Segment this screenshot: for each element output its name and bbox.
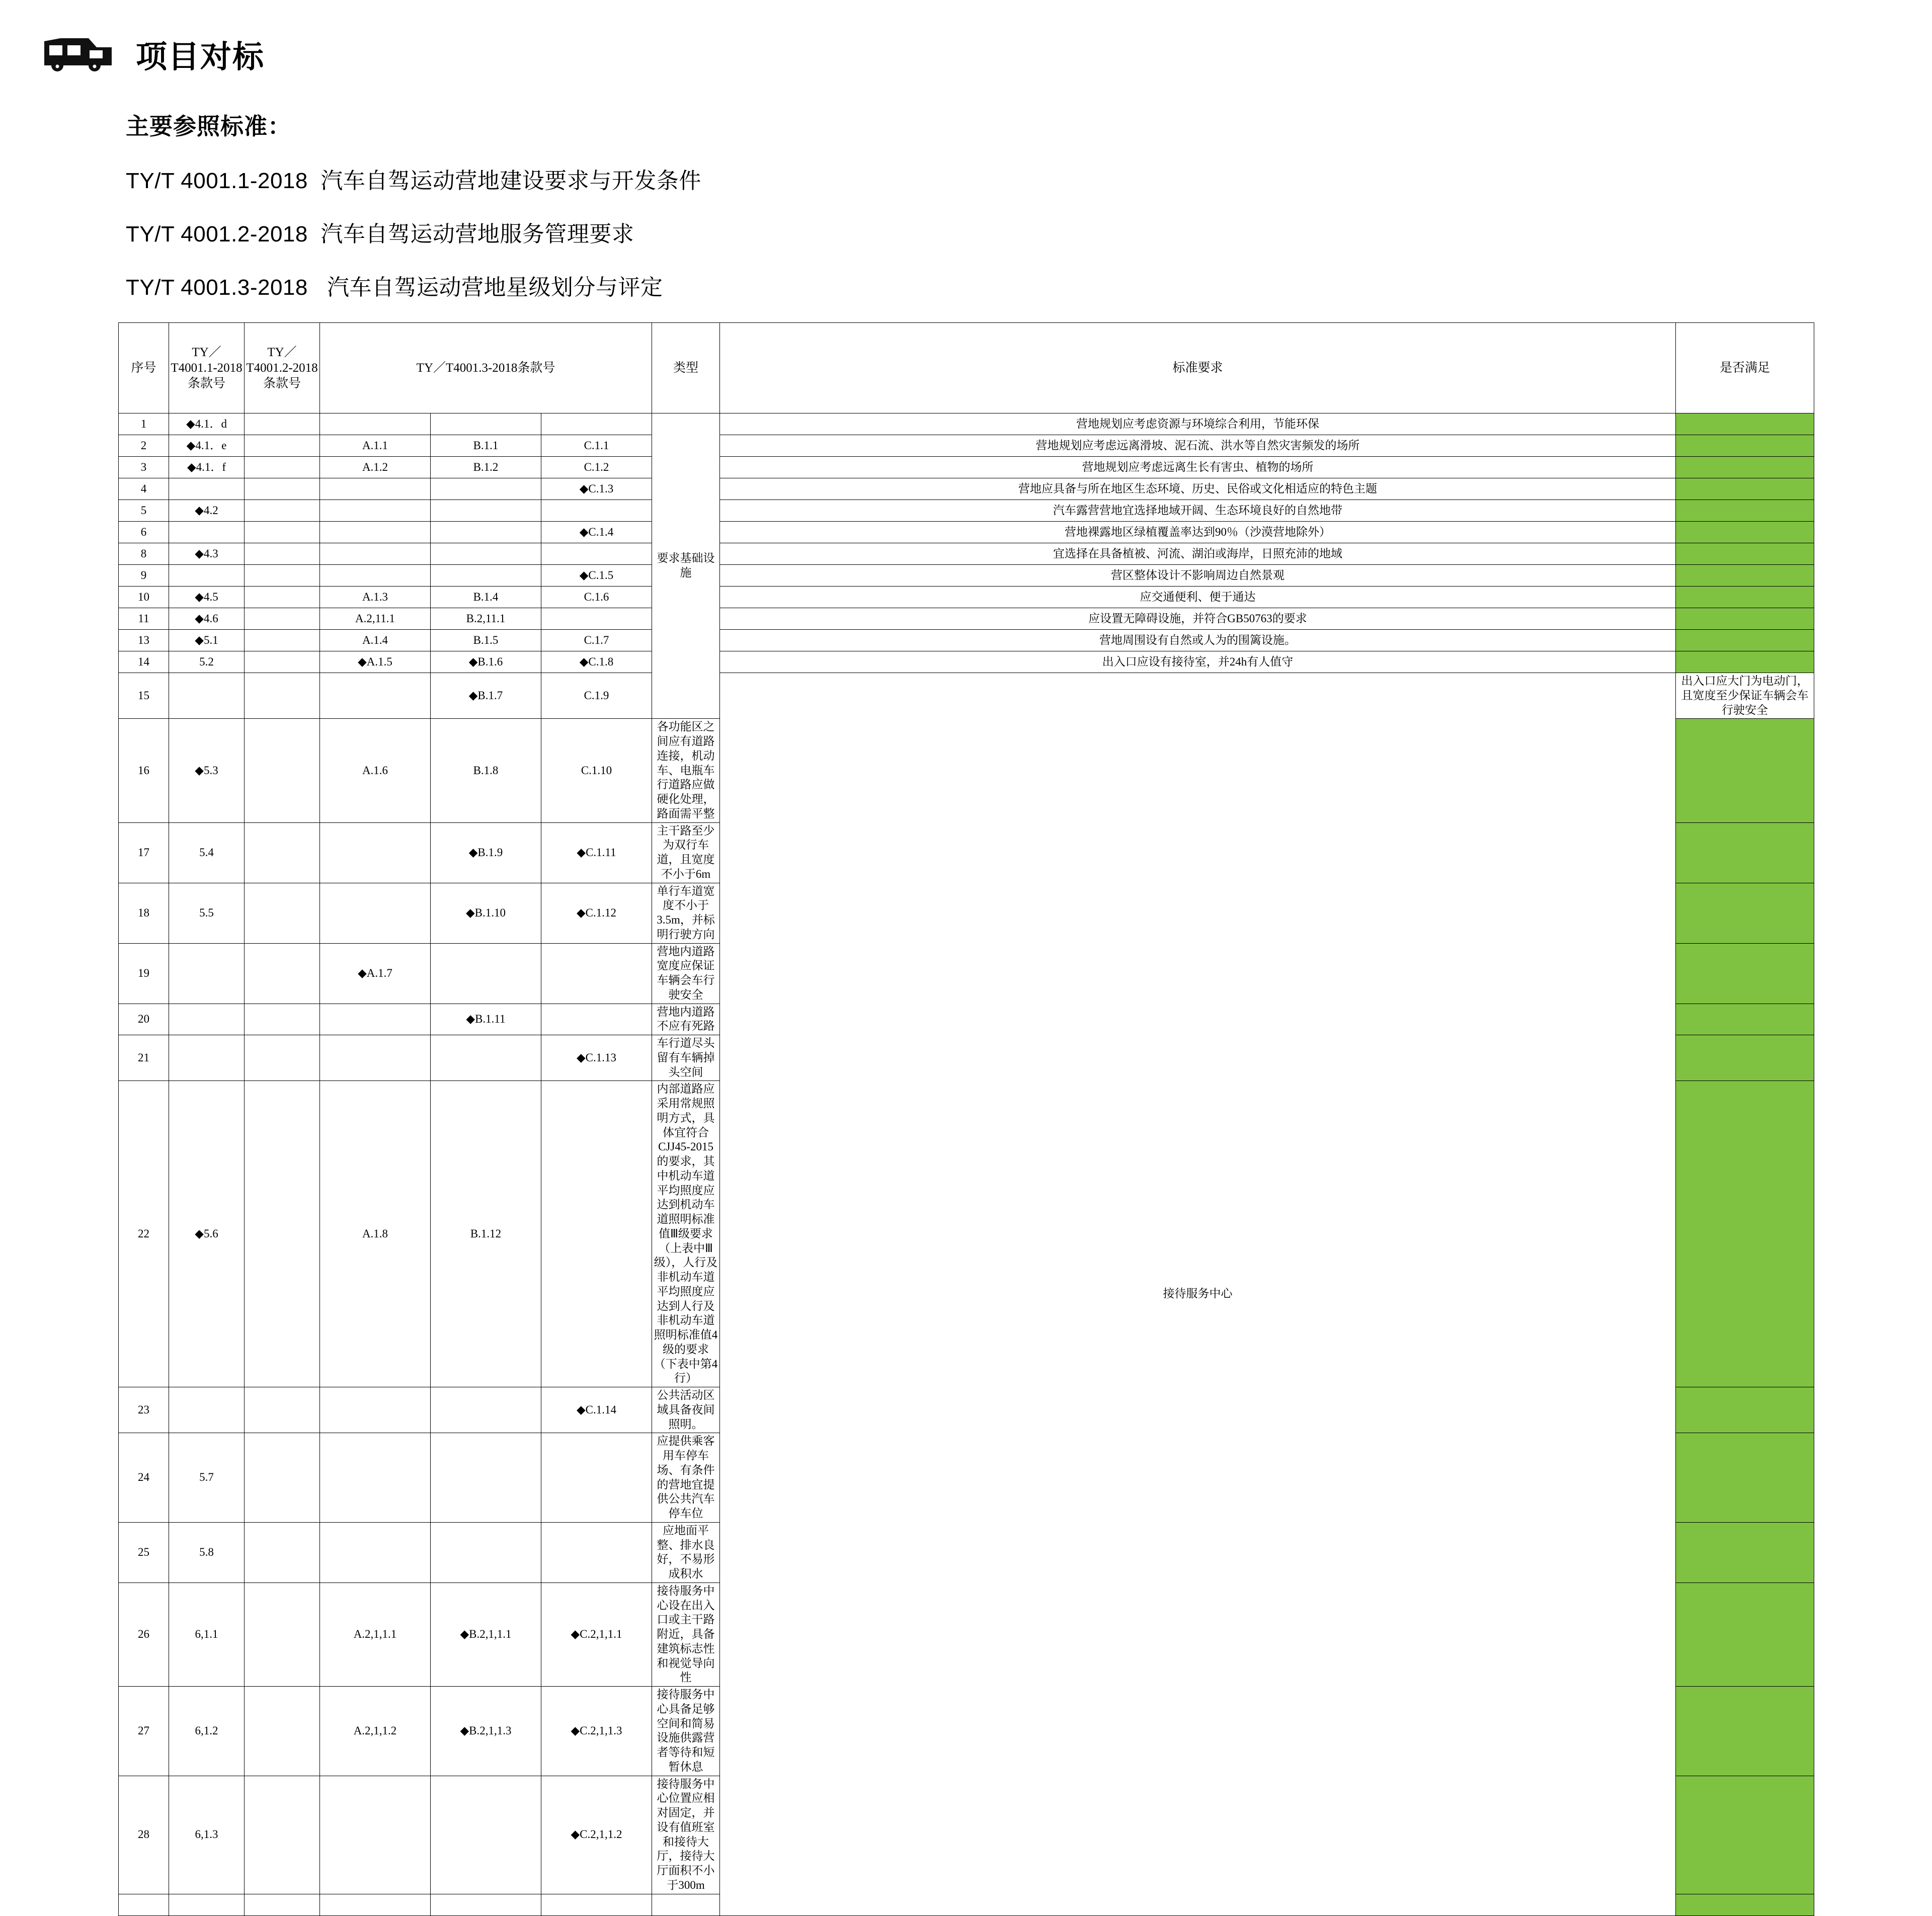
cell-c: [541, 543, 652, 565]
table-row: [119, 478, 1814, 500]
cell-c: [541, 1081, 652, 1387]
cell-b: [431, 1035, 541, 1081]
cell-ty2: [245, 608, 320, 630]
cell-ty2: [245, 1582, 320, 1686]
cell-no: 9: [119, 565, 169, 587]
cell-ty2: [245, 1894, 320, 1915]
cell-c: C.1.7: [541, 630, 652, 651]
cell-requirement: 营地内道路宽度应保证车辆会车行驶安全: [652, 943, 720, 1004]
cell-no: 16: [119, 719, 169, 822]
cell-requirement: 宜选择在具备植被、河流、湖泊或海岸，日照充沛的地域: [720, 543, 1676, 565]
cell-requirement: 各功能区之间应有道路连接，机动车、电瓶车行道路应做硬化处理，路面需平整: [652, 719, 720, 822]
cell-ty2: [245, 1522, 320, 1582]
table-row: [119, 608, 1814, 630]
cell-no: [119, 1894, 169, 1915]
cell-no: 27: [119, 1687, 169, 1776]
table-row: [119, 630, 1814, 651]
cell-no: 3: [119, 457, 169, 478]
cell-c: C.1.6: [541, 587, 652, 608]
cell-c: C.1.9: [541, 673, 652, 719]
cell-a: [320, 522, 431, 543]
cell-requirement: 汽车露营营地宜选择地域开阔、生态环境良好的自然地带: [720, 500, 1676, 522]
cell-satisfied: [1676, 822, 1814, 883]
cell-ty1: 5.2: [169, 651, 245, 673]
cell-ty1: ◆5.6: [169, 1081, 245, 1387]
cell-ty1: 5.4: [169, 822, 245, 883]
cell-c: C.1.1: [541, 435, 652, 457]
cell-a: [320, 1522, 431, 1582]
cell-c: C.1.2: [541, 457, 652, 478]
comparison-table-wrapper: [118, 322, 1814, 1916]
cell-b: ◆B.1.11: [431, 1004, 541, 1035]
cell-c: ◆C.2,1,1.1: [541, 1582, 652, 1686]
cell-a: ◆A.1.7: [320, 943, 431, 1004]
cell-satisfied: [1676, 565, 1814, 587]
cell-a: [320, 1894, 431, 1915]
cell-requirement: 主干路至少为双行车道，且宽度不小于6m: [652, 822, 720, 883]
cell-ty2: [245, 1387, 320, 1433]
cell-a: A.1.8: [320, 1081, 431, 1387]
col-header-ty1: TY／T4001.1-2018条款号: [169, 323, 245, 413]
cell-satisfied: [1676, 1522, 1814, 1582]
cell-a: A.1.3: [320, 587, 431, 608]
cell-satisfied: [1676, 457, 1814, 478]
cell-ty2: [245, 1433, 320, 1523]
cell-no: 23: [119, 1387, 169, 1433]
cell-type-group-2: 接待服务中心: [720, 673, 1676, 1916]
cell-c: [541, 1522, 652, 1582]
cell-satisfied: [1676, 1433, 1814, 1523]
cell-ty1: ◆4.1．e: [169, 435, 245, 457]
cell-ty2: [245, 943, 320, 1004]
cell-requirement: 接待服务中心具备足够空间和简易设施供露营者等待和短暂休息: [652, 1687, 720, 1776]
table-row: [119, 413, 1814, 435]
cell-a: ◆A.1.5: [320, 651, 431, 673]
cell-ty1: [169, 565, 245, 587]
col-header-ty3: TY／T4001.3-2018条款号: [320, 323, 652, 413]
cell-a: A.1.6: [320, 719, 431, 822]
cell-c: ◆C.1.3: [541, 478, 652, 500]
cell-ty2: [245, 435, 320, 457]
cell-requirement: 接待服务中心设在出入口或主干路附近，具备建筑标志性和视觉导向性: [652, 1582, 720, 1686]
cell-c: ◆C.1.14: [541, 1387, 652, 1433]
cell-ty2: [245, 1081, 320, 1387]
cell-a: [320, 543, 431, 565]
cell-ty1: [169, 943, 245, 1004]
cell-ty2: [245, 457, 320, 478]
cell-satisfied: [1676, 1035, 1814, 1081]
cell-ty2: [245, 543, 320, 565]
cell-c: ◆C.2,1,1.3: [541, 1687, 652, 1776]
cell-no: 17: [119, 822, 169, 883]
cell-no: 19: [119, 943, 169, 1004]
cell-requirement: 出入口应大门为电动门，且宽度至少保证车辆会车行驶安全: [1676, 673, 1814, 719]
cell-b: [431, 1894, 541, 1915]
cell-satisfied: [1676, 719, 1814, 822]
cell-ty1: [169, 673, 245, 719]
cell-satisfied: [1676, 651, 1814, 673]
cell-c: ◆C.2,1,1.2: [541, 1776, 652, 1894]
standard-item-3: TY/T 4001.3-2018 汽车自驾运动营地星级划分与评定: [126, 275, 663, 300]
cell-satisfied: [1676, 1894, 1814, 1915]
cell-c: [541, 608, 652, 630]
cell-requirement: 营地应具备与所在地区生态环境、历史、民俗或文化相适应的特色主题: [720, 478, 1676, 500]
cell-ty1: [169, 478, 245, 500]
cell-ty1: [169, 522, 245, 543]
cell-a: A.1.2: [320, 457, 431, 478]
cell-a: [320, 1004, 431, 1035]
cell-a: A.1.4: [320, 630, 431, 651]
rv-camper-icon: [40, 30, 116, 78]
cell-ty2: [245, 883, 320, 943]
comparison-table: [118, 322, 1814, 1916]
cell-b: [431, 943, 541, 1004]
cell-b: B.1.12: [431, 1081, 541, 1387]
cell-c: [541, 1894, 652, 1915]
cell-requirement: 应地面平整、排水良好，不易形成积水: [652, 1522, 720, 1582]
cell-a: A.2,1,1.1: [320, 1582, 431, 1686]
cell-satisfied: [1676, 500, 1814, 522]
cell-satisfied: [1676, 943, 1814, 1004]
cell-satisfied: [1676, 1004, 1814, 1035]
cell-ty2: [245, 673, 320, 719]
cell-ty1: 6,1.2: [169, 1687, 245, 1776]
cell-satisfied: [1676, 630, 1814, 651]
cell-b: B.1.5: [431, 630, 541, 651]
cell-no: 25: [119, 1522, 169, 1582]
cell-ty2: [245, 719, 320, 822]
cell-a: [320, 673, 431, 719]
cell-ty1: 5.5: [169, 883, 245, 943]
cell-ty2: [245, 630, 320, 651]
cell-c: ◆C.1.13: [541, 1035, 652, 1081]
cell-no: 8: [119, 543, 169, 565]
cell-b: [431, 1776, 541, 1894]
cell-b: ◆B.2,1,1.1: [431, 1582, 541, 1686]
cell-ty2: [245, 822, 320, 883]
cell-requirement: [652, 1894, 720, 1915]
cell-no: 11: [119, 608, 169, 630]
cell-requirement: 出入口应设有接待室，并24h有人值守: [720, 651, 1676, 673]
cell-ty1: [169, 1035, 245, 1081]
cell-ty2: [245, 500, 320, 522]
cell-a: [320, 1433, 431, 1523]
cell-a: [320, 500, 431, 522]
cell-b: [431, 413, 541, 435]
cell-b: ◆B.1.9: [431, 822, 541, 883]
table-row: [119, 651, 1814, 673]
cell-satisfied: [1676, 522, 1814, 543]
cell-a: [320, 478, 431, 500]
cell-ty2: [245, 587, 320, 608]
cell-c: ◆C.1.8: [541, 651, 652, 673]
cell-ty2: [245, 1004, 320, 1035]
cell-ty1: ◆5.3: [169, 719, 245, 822]
cell-requirement: 单行车道宽度不小于3.5m，并标明行驶方向: [652, 883, 720, 943]
cell-ty2: [245, 651, 320, 673]
cell-c: [541, 413, 652, 435]
cell-satisfied: [1676, 1387, 1814, 1433]
cell-no: 28: [119, 1776, 169, 1894]
cell-b: B.1.2: [431, 457, 541, 478]
standard-item-2: TY/T 4001.2-2018 汽车自驾运动营地服务管理要求: [126, 222, 634, 246]
cell-requirement: 营地裸露地区绿植覆盖率达到90％（沙漠营地除外）: [720, 522, 1676, 543]
cell-ty1: ◆4.5: [169, 587, 245, 608]
cell-b: [431, 522, 541, 543]
table-row: [119, 587, 1814, 608]
col-header-ty2: TY／T4001.2-2018条款号: [245, 323, 320, 413]
cell-ty2: [245, 565, 320, 587]
cell-ty1: [169, 1387, 245, 1433]
cell-ty2: [245, 478, 320, 500]
cell-satisfied: [1676, 413, 1814, 435]
cell-ty1: 5.7: [169, 1433, 245, 1523]
table-row: [119, 673, 1814, 719]
cell-ty2: [245, 1776, 320, 1894]
cell-no: 14: [119, 651, 169, 673]
cell-no: 1: [119, 413, 169, 435]
cell-requirement: 营地规划应考虑远离滑坡、泥石流、洪水等自然灾害频发的场所: [720, 435, 1676, 457]
cell-b: [431, 1522, 541, 1582]
cell-c: C.1.10: [541, 719, 652, 822]
cell-satisfied: [1676, 478, 1814, 500]
cell-requirement: 应设置无障碍设施，并符合GB50763的要求: [720, 608, 1676, 630]
cell-b: B.1.1: [431, 435, 541, 457]
cell-no: 20: [119, 1004, 169, 1035]
cell-no: 2: [119, 435, 169, 457]
cell-satisfied: [1676, 435, 1814, 457]
col-header-no: 序号: [119, 323, 169, 413]
cell-no: 13: [119, 630, 169, 651]
cell-no: 5: [119, 500, 169, 522]
col-header-satisfied: 是否满足: [1676, 323, 1814, 413]
cell-no: 24: [119, 1433, 169, 1523]
cell-ty1: ◆4.6: [169, 608, 245, 630]
table-row: [119, 457, 1814, 478]
cell-no: 18: [119, 883, 169, 943]
table-row: [119, 500, 1814, 522]
cell-a: [320, 565, 431, 587]
cell-ty1: 6,1.1: [169, 1582, 245, 1686]
cell-ty1: ◆5.1: [169, 630, 245, 651]
cell-requirement: 应交通便利、便于通达: [720, 587, 1676, 608]
cell-ty2: [245, 413, 320, 435]
table-body: [119, 413, 1814, 1916]
cell-satisfied: [1676, 1687, 1814, 1776]
cell-a: [320, 1035, 431, 1081]
cell-satisfied: [1676, 587, 1814, 608]
cell-c: [541, 1004, 652, 1035]
standards-block: [126, 108, 1932, 301]
cell-a: [320, 1776, 431, 1894]
cell-b: [431, 543, 541, 565]
cell-b: ◆B.1.10: [431, 883, 541, 943]
cell-b: B.1.4: [431, 587, 541, 608]
cell-requirement: 应提供乘客用车停车场、有条件的营地宜提供公共汽车停车位: [652, 1433, 720, 1523]
cell-satisfied: [1676, 1776, 1814, 1894]
cell-satisfied: [1676, 1582, 1814, 1686]
cell-requirement: 营地规划应考虑远离生长有害虫、植物的场所: [720, 457, 1676, 478]
page-header: [0, 0, 1932, 78]
cell-c: ◆C.1.5: [541, 565, 652, 587]
cell-b: B.1.8: [431, 719, 541, 822]
table-row: [119, 435, 1814, 457]
cell-a: [320, 1387, 431, 1433]
cell-ty1: 6,1.3: [169, 1776, 245, 1894]
cell-type-group-1: 要求基础设施: [652, 413, 720, 719]
cell-ty1: ◆4.1．d: [169, 413, 245, 435]
cell-satisfied: [1676, 608, 1814, 630]
cell-a: A.2,1,1.2: [320, 1687, 431, 1776]
cell-b: [431, 1387, 541, 1433]
table-row: [119, 522, 1814, 543]
cell-no: 26: [119, 1582, 169, 1686]
table-row: [119, 565, 1814, 587]
cell-b: ◆B.2,1,1.3: [431, 1687, 541, 1776]
cell-b: B.2,11.1: [431, 608, 541, 630]
page-title: 项目对标: [136, 40, 265, 74]
cell-b: [431, 1433, 541, 1523]
cell-ty1: 5.8: [169, 1522, 245, 1582]
cell-ty1: ◆4.3: [169, 543, 245, 565]
cell-no: 4: [119, 478, 169, 500]
cell-requirement: 接待服务中心位置应相对固定，并设有值班室和接待大厅，接待大厅面积不小于300m: [652, 1776, 720, 1894]
cell-ty2: [245, 1687, 320, 1776]
cell-no: 22: [119, 1081, 169, 1387]
cell-ty1: [169, 1894, 245, 1915]
cell-requirement: 内部道路应采用常规照明方式，具体宜符合CJJ45-2015的要求，其中机动车道平均照度应达到机动车道照明标准值Ⅲ级要求（上表中Ⅲ级），人行及非机动车道平均照度应达到人行及非机动车道照明标准值4级的要求（下表中第4行）: [652, 1081, 720, 1387]
cell-no: 10: [119, 587, 169, 608]
standards-heading: 主要参照标准：: [126, 113, 291, 139]
cell-requirement: 营区整体设计不影响周边自然景观: [720, 565, 1676, 587]
cell-satisfied: [1676, 543, 1814, 565]
table-header: [119, 323, 1814, 413]
cell-c: [541, 500, 652, 522]
cell-ty2: [245, 522, 320, 543]
cell-c: [541, 943, 652, 1004]
cell-c: ◆C.1.4: [541, 522, 652, 543]
cell-ty1: [169, 1004, 245, 1035]
cell-requirement: 车行道尽头留有车辆掉头空间: [652, 1035, 720, 1081]
cell-requirement: 营地规划应考虑资源与环境综合利用，节能环保: [720, 413, 1676, 435]
col-header-type: 类型: [652, 323, 720, 413]
cell-requirement: 营地内道路不应有死路: [652, 1004, 720, 1035]
cell-no: 6: [119, 522, 169, 543]
cell-a: [320, 413, 431, 435]
cell-b: [431, 478, 541, 500]
cell-b: ◆B.1.6: [431, 651, 541, 673]
cell-satisfied: [1676, 883, 1814, 943]
cell-no: 21: [119, 1035, 169, 1081]
cell-b: [431, 565, 541, 587]
cell-b: ◆B.1.7: [431, 673, 541, 719]
cell-c: ◆C.1.11: [541, 822, 652, 883]
cell-a: [320, 822, 431, 883]
table-row: [119, 543, 1814, 565]
cell-satisfied: [1676, 1081, 1814, 1387]
cell-no: 15: [119, 673, 169, 719]
cell-a: A.2,11.1: [320, 608, 431, 630]
cell-requirement: 公共活动区域具备夜间照明。: [652, 1387, 720, 1433]
cell-ty1: ◆4.2: [169, 500, 245, 522]
cell-requirement: 营地周围设有自然或人为的围篱设施。: [720, 630, 1676, 651]
cell-ty1: ◆4.1．f: [169, 457, 245, 478]
cell-c: [541, 1433, 652, 1523]
cell-ty2: [245, 1035, 320, 1081]
standard-item-1: TY/T 4001.1-2018 汽车自驾运动营地建设要求与开发条件: [126, 169, 701, 193]
cell-a: [320, 883, 431, 943]
cell-a: A.1.1: [320, 435, 431, 457]
cell-c: ◆C.1.12: [541, 883, 652, 943]
col-header-requirement: 标准要求: [720, 323, 1676, 413]
cell-b: [431, 500, 541, 522]
